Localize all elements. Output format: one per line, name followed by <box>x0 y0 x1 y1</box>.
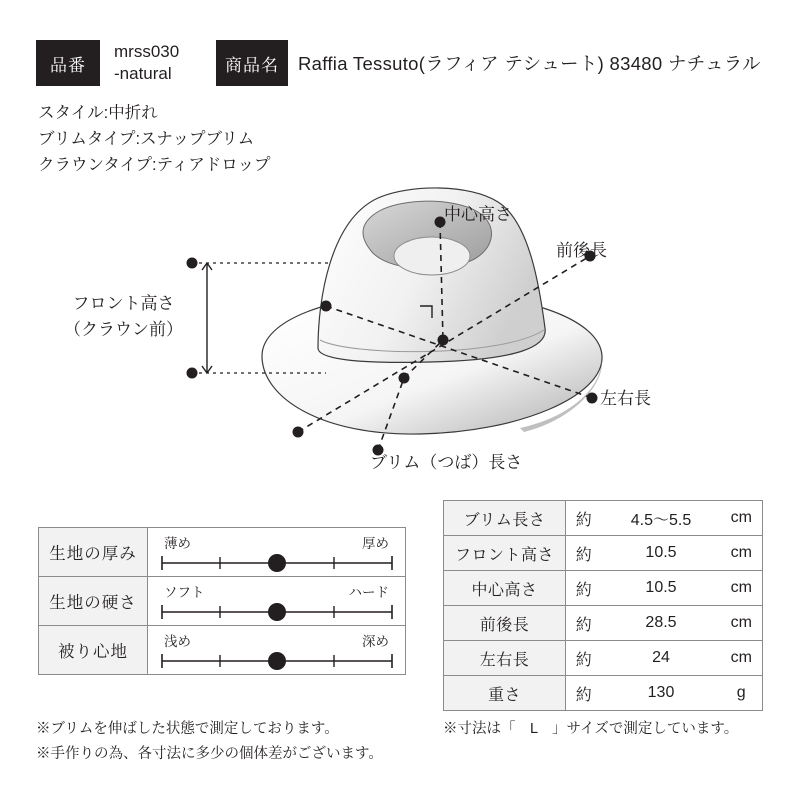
measurement-name: 重さ <box>444 676 566 711</box>
feel-scale-track <box>148 648 406 670</box>
label-front-height-line2: （クラウン前） <box>64 320 183 339</box>
measurement-approx: 約 <box>566 536 602 571</box>
note-handmade-variance: ※手作りの為、各寸法に多少の個体差がございます。 <box>36 746 383 762</box>
measurement-name: ブリム長さ <box>444 501 566 536</box>
measurement-unit: g <box>721 676 763 711</box>
feel-row-name: 生地の硬さ <box>39 577 148 626</box>
feel-row-scale <box>148 577 406 626</box>
hinban-value-line2: -natural <box>114 64 172 83</box>
label-center-height: 中心高さ <box>444 205 512 224</box>
label-front-height-line1: フロント高さ <box>72 294 175 313</box>
measurement-name: フロント高さ <box>444 536 566 571</box>
measurement-value: 10.5 <box>602 536 721 571</box>
label-left-right-length: 左右長 <box>600 389 651 408</box>
measurement-approx: 約 <box>566 571 602 606</box>
measurement-approx: 約 <box>566 641 602 676</box>
measurement-name: 左右長 <box>444 641 566 676</box>
feel-row-scale <box>148 626 406 675</box>
feel-row-name: 被り心地 <box>39 626 148 675</box>
spec-style: スタイル:中折れ <box>38 104 158 122</box>
hat-measurement-diagram <box>0 160 800 490</box>
feel-row-scale <box>148 528 406 577</box>
table-row <box>444 676 763 711</box>
measurement-unit: cm <box>721 501 763 536</box>
table-row <box>39 528 406 577</box>
label-front-back-length: 前後長 <box>556 241 607 260</box>
table-row <box>444 571 763 606</box>
feel-scale-track <box>148 550 406 572</box>
measurement-approx: 約 <box>566 606 602 641</box>
feel-scale-high: ハード <box>348 585 389 600</box>
measurement-unit: cm <box>721 536 763 571</box>
feel-scale-endpoints <box>148 532 405 551</box>
feel-scale-low: 浅め <box>164 634 191 649</box>
measurement-table <box>443 500 763 711</box>
hinban-value-line1: mrss030 <box>114 41 180 61</box>
measurement-unit: cm <box>721 571 763 606</box>
table-row <box>444 501 763 536</box>
note-brim-measurement: ※ブリムを伸ばした状態で測定しております。 <box>36 721 339 737</box>
table-row <box>39 577 406 626</box>
measurement-approx: 約 <box>566 501 602 536</box>
table-row <box>444 536 763 571</box>
feel-scale-high: 深め <box>362 634 389 649</box>
product-header <box>36 40 766 86</box>
measurement-approx: 約 <box>566 676 602 711</box>
measurement-name: 中心高さ <box>444 571 566 606</box>
feel-scale-endpoints <box>148 581 405 600</box>
measurement-name: 前後長 <box>444 606 566 641</box>
feel-scale-endpoints <box>148 630 405 649</box>
product-name-label: 商品名 <box>216 40 288 86</box>
measurement-value: 10.5 <box>602 571 721 606</box>
note-size-reference: ※寸法は「 L 」サイズで測定しています。 <box>443 721 739 737</box>
measurement-unit: cm <box>721 606 763 641</box>
measurement-value: 28.5 <box>602 606 721 641</box>
feel-scale-low: ソフト <box>164 585 205 600</box>
measurement-value: 130 <box>602 676 721 711</box>
feel-scale-low: 薄め <box>164 536 191 551</box>
measurement-value: 4.5〜5.5 <box>602 501 721 536</box>
feel-row-name: 生地の厚み <box>39 528 148 577</box>
hinban-label: 品番 <box>36 40 100 86</box>
product-name-value: Raffia Tessuto(ラフィア テシュート) 83480 ナチュラル <box>298 53 761 74</box>
feel-scale-high: 厚め <box>362 536 389 551</box>
table-row <box>444 641 763 676</box>
label-front-height <box>64 291 183 343</box>
table-row <box>444 606 763 641</box>
measurement-unit: cm <box>721 641 763 676</box>
table-row <box>39 626 406 675</box>
hinban-value <box>114 40 179 86</box>
measurement-value: 24 <box>602 641 721 676</box>
spec-brim-type: ブリムタイプ:スナップブリム <box>38 130 255 148</box>
spec-crown-type: クラウンタイプ:ティアドロップ <box>38 156 271 174</box>
feel-scale-track <box>148 599 406 621</box>
label-brim-length: ブリム（つば）長さ <box>370 453 523 472</box>
fabric-feel-table <box>38 527 406 675</box>
